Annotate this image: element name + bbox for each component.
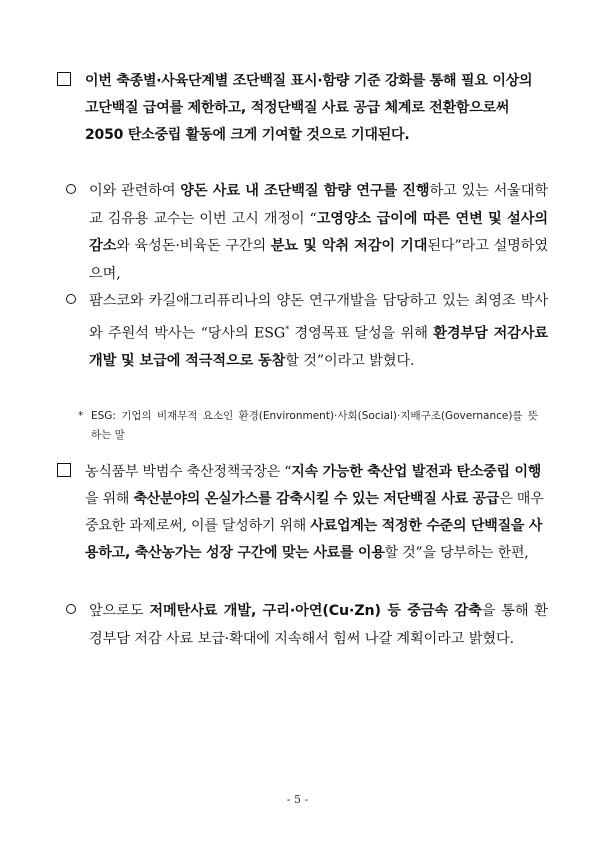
square-bullet-icon [57, 463, 71, 477]
bold-text-run: 환경부담 저감사료 개발 및 보급에 적극적으로 동참 [89, 325, 548, 369]
text-run: 와 육성돈·비육돈 구간의 [116, 238, 271, 254]
bullet-1-text [89, 178, 548, 288]
text-run: 을 통해 환경부담 저감 사료 보급·확대에 지속해서 힘써 나갈 계획이라고 밝혔다. [89, 603, 548, 647]
section-2-text [85, 459, 547, 567]
text-run: 이와 관련하여 [89, 183, 181, 199]
text-run: 팜스코와 카길애그리퓨리나의 양돈 연구개발을 담당하고 있는 최영조 박사와 주원석 박사는 “당사의 ESG [89, 293, 548, 342]
section-2 [57, 459, 547, 567]
text-run: 할 것”을 당부하는 한편, [384, 545, 529, 561]
square-bullet-icon [57, 72, 71, 86]
footnote-star: * [78, 410, 84, 422]
bold-text-run: 사료업계는 적정한 수준의 단백질을 사용하고, 축산농가는 성장 구간에 맞는 사료를 이용 [85, 518, 543, 561]
page-number: - 5 - [286, 793, 309, 806]
text-run: 된다”라고 설명하였으며, [89, 238, 548, 282]
circle-bullet-icon [66, 294, 76, 304]
bold-text-run: 축산분야의 온실가스를 감축시킬 수 있는 저단백질 사료 공급 [133, 491, 500, 507]
text-run: 앞으로도 [89, 603, 150, 619]
bullet-1 [66, 178, 548, 288]
text-run: 하고 있는 서울대학교 김유용 교수는 이번 고시 개정이 “ [89, 183, 548, 227]
bullet-3 [66, 598, 548, 653]
footnote [78, 407, 538, 445]
text-run: 은 매우 중요한 과제로써, 이를 달성하기 위해 [85, 491, 544, 534]
text-run: 경영목표 달성을 위해 [289, 325, 434, 342]
bold-text-run: 양돈 사료 내 조단백질 함량 연구를 진행 [180, 183, 430, 199]
bold-text-run: 분뇨 및 악취 저감이 기대 [270, 238, 428, 254]
bold-text-run: 고영양소 급이에 따른 연변 및 설사의 감소 [89, 210, 548, 254]
footnote-text: ESG: 기업의 비재무적 요소인 환경(Environment)·사회(Social)·지배구조(Governance)를 뜻하는 말 [91, 410, 538, 441]
bullet-2 [66, 288, 548, 375]
section-1-text: 이번 축종별·사육단계별 조단백질 표시·함량 기준 강화를 통해 필요 이상의 고단백질 급여를 제한하고, 적정단백질 사료 공급 체계로 전환함으로써 2050 탄소중립 활동에 크게 기여할 것으로 기대된다. [85, 73, 533, 143]
text-run: 할 것”이라고 밝혔다. [285, 352, 415, 369]
section-1 [57, 68, 547, 149]
text-run: 을 위해 [85, 491, 134, 507]
circle-bullet-icon [66, 184, 76, 194]
bullet-2-text [89, 288, 548, 375]
bold-text-run: 지속 가능한 축산업 발전과 탄소중립 이행 [291, 464, 542, 480]
footnote-marker: * [285, 324, 290, 334]
text-run: 농식품부 박범수 축산정책국장은 “ [85, 464, 292, 480]
bold-text-run: 저메탄사료 개발, 구리·아연(Cu·Zn) 등 중금속 감축 [149, 603, 482, 619]
bullet-3-text [89, 598, 548, 653]
circle-bullet-icon [66, 604, 76, 614]
